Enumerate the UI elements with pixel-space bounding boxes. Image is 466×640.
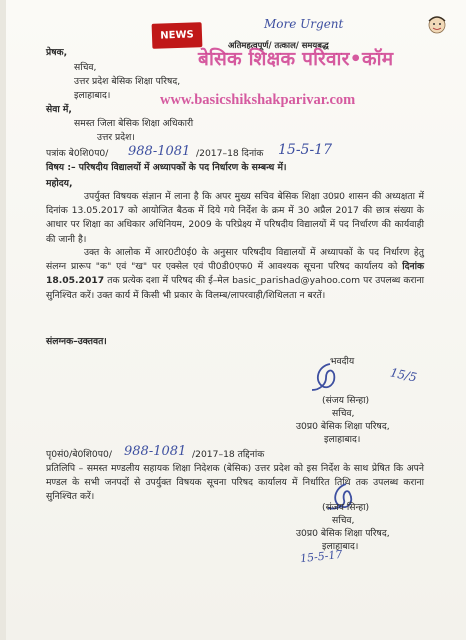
salutation: महोदय, (46, 178, 73, 189)
watermark-title: बेसिक शिक्षक परिवार•कॉम (198, 48, 394, 70)
body-paragraph-2 (46, 246, 424, 303)
letter-ref-date: 15-5-17 (278, 142, 332, 158)
sender-designation: सचिव, (74, 62, 97, 73)
signatory-2-date-note: 15-5-17 (299, 547, 344, 566)
enclosure-line: संलग्नक–उक्तवत। (46, 336, 107, 347)
signatory-1-city: इलाहाबाद। (324, 434, 361, 445)
signature-1-scribble (300, 360, 360, 394)
sender-label: प्रेषक, (46, 47, 68, 58)
letter-ref-year: /2017–18 दिनांक (196, 148, 264, 159)
signatory-2-name: (संजय सिन्हा) (322, 502, 370, 513)
watermark-url: www.basicshikshakparivar.com (160, 92, 356, 108)
sender-city: इलाहाबाद। (74, 90, 111, 101)
priority-flags: अतिमहत्वपूर्ण/ तत्काल/ समयबद्ध (228, 40, 329, 50)
signatory-1-office: उ0प्र0 बेसिक शिक्षा परिषद, (296, 421, 390, 432)
letter-ref-prefix: पत्रांक बे0शि0प0/ (46, 148, 109, 159)
copy-to-paragraph: प्रतिलिपि – समस्त मण्डलीय सहायक शिक्षा निदेशक (बेसिक) उत्तर प्रदेश को इस निर्देश के साथ प्रेषित कि अपने मण्डल के सभी जनपदों से उपर्युक्त विषयक सूचना परिषद कार्यालय में निर्धारित तिथि तक उपलब्ध कराना सुनिश्चित करें। (46, 463, 424, 503)
endorsement-ref-prefix: पृ0सं0/बे0शि0प0/ (46, 449, 112, 460)
signatory-2-designation: सचिव, (332, 515, 355, 526)
page-fold-shadow (0, 0, 6, 640)
signatory-1-name: (संजय सिन्हा) (322, 395, 370, 406)
body-paragraph-2-part-a: उक्त के आलोक में आर0टी0ई0 के अनुसार परिषदीय विद्यालयों में अध्यापकों के पद निर्धारण हेतु संलग्न प्रारूप "क" एवं "ख" पर एक्सेल एवं पी0डी0एफ0 में आवश्यक सूचना परिषद कार्यालय को (46, 247, 424, 273)
deadline-date: दिनांक 18.05.2017 (46, 261, 425, 287)
endorsement-ref-rest: /2017–18 तद्दिनांक (192, 449, 265, 460)
body-paragraph-1: उपर्युक्त विषयक संज्ञान में लाना है कि अपर मुख्य सचिव बेसिक शिक्षा उ0प्र0 शासन की अध्यक्षता में दिनांक 13.05.2017 को आयोजित बैठक में दिये गये निर्देश के क्रम में 30 अप्रैल 2017 की छात्र संख्या के आधार पर शिक्षा का अधिकार अधिनियम, 2009 के परिप्रेक्ष्य में परिषदीय विद्यालयों में पद निर्धारण की कार्यवाही की जानी है। (46, 191, 424, 245)
letter-ref-number: 988-1081 (128, 144, 191, 159)
recipient-to: समस्त जिला बेसिक शिक्षा अधिकारी (74, 118, 194, 129)
corner-handwritten-note: More Urgent (264, 17, 344, 31)
signatory-1-date-note: 15/5 (388, 365, 419, 385)
recipient-label: सेवा में, (46, 104, 72, 115)
sender-office: उत्तर प्रदेश बेसिक शिक्षा परिषद, (74, 76, 181, 87)
cartoon-face-stamp-icon (425, 14, 449, 40)
news-logo-watermark: NEWS (152, 22, 203, 49)
recipient-state: उत्तर प्रदेश। (97, 132, 135, 143)
signatory-2-city: इलाहाबाद। (322, 541, 359, 552)
subject-line: विषय :– परिषदीय विद्यालयों में अध्यापकों के पद निर्धारण के सम्बन्ध में। (46, 162, 287, 173)
endorsement-ref-number: 988-1081 (124, 444, 187, 459)
signatory-1-designation: सचिव, (332, 408, 355, 419)
signatory-2-office: उ0प्र0 बेसिक शिक्षा परिषद, (296, 528, 390, 539)
closing-bhavdiya: भवदीय (330, 356, 355, 367)
body-paragraph-2-part-b: तक प्रत्येक दशा में परिषद की ई–मेल basic_parishad@yahoo.com पर उपलब्ध कराना सुनिश्चित करें। उक्त कार्य में किसी भी प्रकार के विलम्ब/लापरवाही/शिथिलता न बरतें। (46, 275, 424, 301)
